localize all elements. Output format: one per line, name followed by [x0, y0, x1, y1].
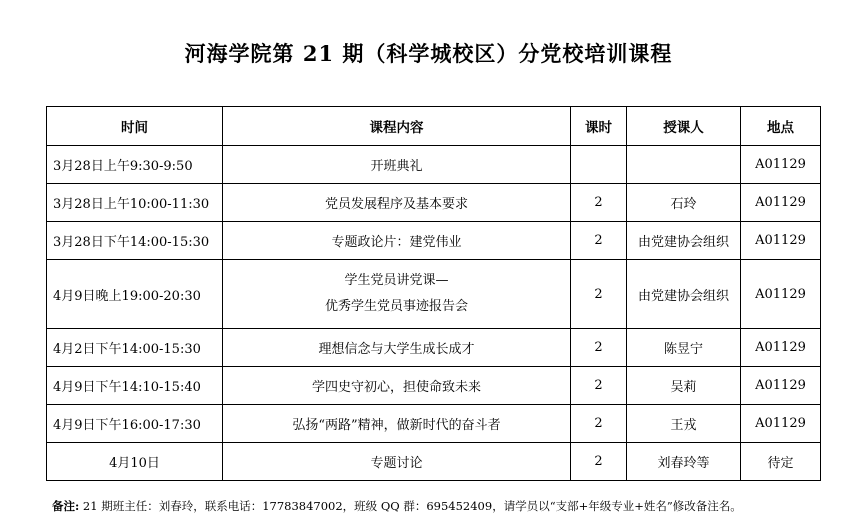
- cell-time: 4月9日晚上19:00-20:30: [47, 260, 223, 329]
- remarks-text: 21 期班主任：刘春玲，联系电话：17783847002，班级 QQ 群：695452409，请学员以“支部+年级专业+姓名”修改备注名。: [79, 499, 742, 513]
- cell-time: 3月28日上午10:00-11:30: [47, 184, 223, 222]
- cell-content: 理想信念与大学生成长成才: [223, 329, 571, 367]
- cell-content: 专题政论片：建党伟业: [223, 222, 571, 260]
- cell-content: [223, 260, 571, 329]
- cell-lecturer: 石玲: [627, 184, 741, 222]
- cell-hours: 2: [571, 329, 627, 367]
- table-row: [47, 367, 821, 405]
- cell-content-line: 优秀学生党员事迹报告会: [324, 299, 468, 314]
- table-row: [47, 443, 821, 481]
- cell-time: 4月9日下午16:00-17:30: [47, 405, 223, 443]
- cell-hours: 2: [571, 184, 627, 222]
- cell-time: 4月2日下午14:00-15:30: [47, 329, 223, 367]
- cell-content: 开班典礼: [223, 146, 571, 184]
- cell-location: A01129: [741, 184, 821, 222]
- cell-location: A01129: [741, 367, 821, 405]
- cell-content: 学四史守初心，担使命致未来: [223, 367, 571, 405]
- cell-content: 弘扬“两路”精神，做新时代的奋斗者: [223, 405, 571, 443]
- cell-content: 专题讨论: [223, 443, 571, 481]
- page-title: 河海学院第 21 期（科学城校区）分党校培训课程: [184, 41, 673, 66]
- table-row: [47, 329, 821, 367]
- cell-hours: [571, 146, 627, 184]
- cell-lecturer: 由党建协会组织: [627, 222, 741, 260]
- cell-hours: 2: [571, 443, 627, 481]
- cell-lecturer: 刘春玲等: [627, 443, 741, 481]
- cell-time: 4月10日: [47, 443, 223, 481]
- cell-content: 党员发展程序及基本要求: [223, 184, 571, 222]
- table-row: [47, 222, 821, 260]
- cell-hours: 2: [571, 367, 627, 405]
- header-location: 地点: [741, 107, 821, 146]
- remarks-label: 备注:: [52, 499, 80, 513]
- table-row: [47, 184, 821, 222]
- header-time: 时间: [47, 107, 223, 146]
- cell-lecturer: 由党建协会组织: [627, 260, 741, 329]
- cell-content-line: 学生党员讲党课—: [344, 273, 449, 288]
- table-row: [47, 405, 821, 443]
- cell-lecturer: 王戎: [627, 405, 741, 443]
- cell-hours: 2: [571, 260, 627, 329]
- cell-hours: 2: [571, 405, 627, 443]
- cell-location: A01129: [741, 405, 821, 443]
- cell-location: A01129: [741, 260, 821, 329]
- cell-lecturer: 陈昱宁: [627, 329, 741, 367]
- table-row: [47, 146, 821, 184]
- cell-location: 待定: [741, 443, 821, 481]
- cell-time: 3月28日下午14:00-15:30: [47, 222, 223, 260]
- cell-location: A01129: [741, 329, 821, 367]
- remarks-note: [52, 498, 742, 514]
- table-row: [47, 260, 821, 329]
- cell-location: A01129: [741, 146, 821, 184]
- cell-lecturer: 吴莉: [627, 367, 741, 405]
- cell-time: 3月28日上午9:30-9:50: [47, 146, 223, 184]
- header-hours: 课时: [571, 107, 627, 146]
- cell-hours: 2: [571, 222, 627, 260]
- cell-time: 4月9日下午14:10-15:40: [47, 367, 223, 405]
- header-content: 课程内容: [223, 107, 571, 146]
- table-header-row: [47, 107, 821, 146]
- header-lecturer: 授课人: [627, 107, 741, 146]
- cell-location: A01129: [741, 222, 821, 260]
- cell-lecturer: [627, 146, 741, 184]
- course-schedule-table: [46, 106, 821, 481]
